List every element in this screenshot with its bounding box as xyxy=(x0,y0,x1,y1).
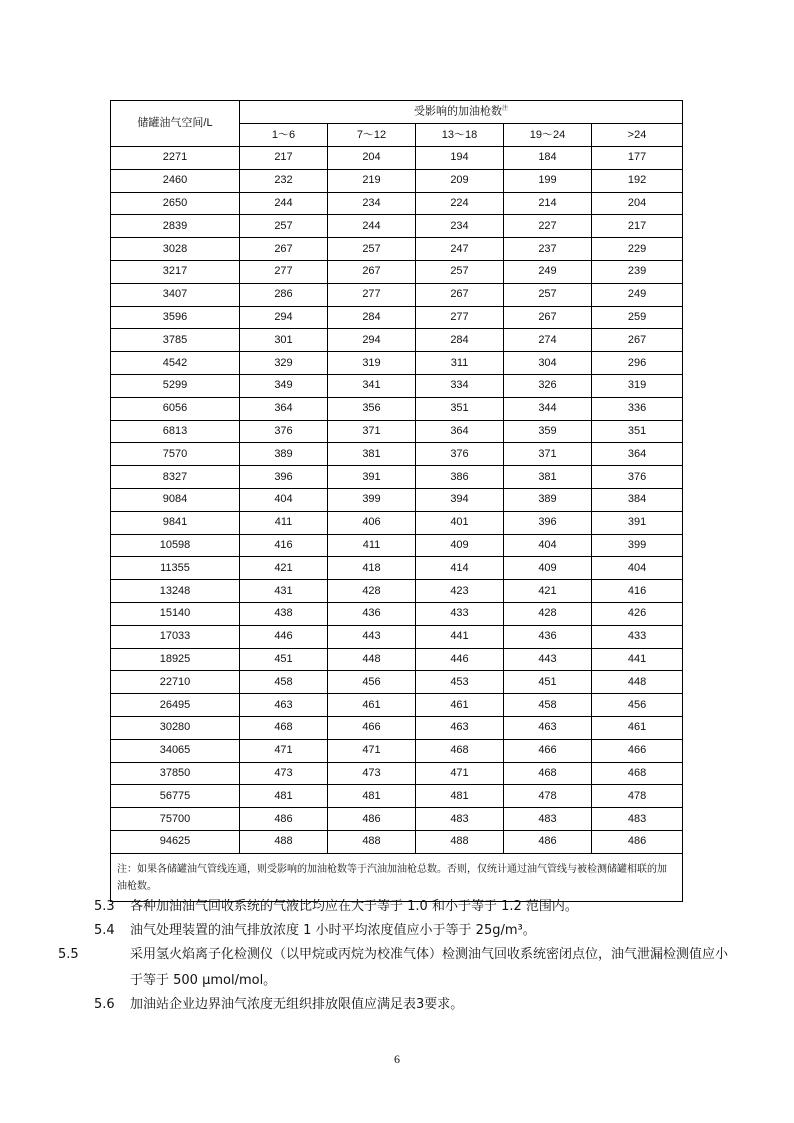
table-row xyxy=(111,397,683,420)
table-row xyxy=(111,648,683,671)
table-cell: 319 xyxy=(592,374,683,397)
table-cell: 441 xyxy=(416,625,504,648)
table-cell: 463 xyxy=(240,694,328,717)
table-cell: 404 xyxy=(592,557,683,580)
table-cell: 428 xyxy=(504,602,592,625)
table-row xyxy=(111,580,683,603)
table-cell: 204 xyxy=(592,192,683,215)
row-header-cell: 37850 xyxy=(111,762,240,785)
row-header-cell: 10598 xyxy=(111,534,240,557)
table-cell: 401 xyxy=(416,511,504,534)
row-header-cell: 6056 xyxy=(111,397,240,420)
table-cell: 451 xyxy=(240,648,328,671)
table-cell: 344 xyxy=(504,397,592,420)
table-cell: 284 xyxy=(416,329,504,352)
table-cell: 461 xyxy=(328,694,416,717)
table-row xyxy=(111,466,683,489)
table-cell: 473 xyxy=(328,762,416,785)
table-cell: 371 xyxy=(328,420,416,443)
table-cell: 376 xyxy=(592,466,683,489)
row-header-cell: 13248 xyxy=(111,580,240,603)
table-row xyxy=(111,306,683,329)
table-cell: 404 xyxy=(504,534,592,557)
table-cell: 351 xyxy=(416,397,504,420)
table-row xyxy=(111,192,683,215)
row-header-cell: 18925 xyxy=(111,648,240,671)
table-cell: 461 xyxy=(592,716,683,739)
table-cell: 396 xyxy=(240,466,328,489)
table-cell: 481 xyxy=(328,785,416,808)
table-cell: 448 xyxy=(328,648,416,671)
table-cell: 219 xyxy=(328,169,416,192)
table-cell: 463 xyxy=(504,716,592,739)
table-cell: 389 xyxy=(504,488,592,511)
table-cell: 217 xyxy=(240,147,328,170)
table-cell: 277 xyxy=(416,306,504,329)
table-cell: 257 xyxy=(240,215,328,238)
row-header-cell: 2839 xyxy=(111,215,240,238)
table-cell: 421 xyxy=(504,580,592,603)
table-cell: 396 xyxy=(504,511,592,534)
table-cell: 304 xyxy=(504,352,592,375)
table-cell: 456 xyxy=(328,671,416,694)
table-cell: 277 xyxy=(328,283,416,306)
table-cell: 448 xyxy=(592,671,683,694)
table-cell: 364 xyxy=(240,397,328,420)
table-cell: 351 xyxy=(592,420,683,443)
table-cell: 456 xyxy=(592,694,683,717)
table-cell: 458 xyxy=(504,694,592,717)
table-cell: 274 xyxy=(504,329,592,352)
table-cell: 404 xyxy=(240,488,328,511)
row-header-cell: 8327 xyxy=(111,466,240,489)
row-header-cell: 2460 xyxy=(111,169,240,192)
table-body xyxy=(111,147,683,854)
table-cell: 458 xyxy=(240,671,328,694)
paragraph-number: 5.5 xyxy=(58,947,79,962)
table-cell: 481 xyxy=(240,785,328,808)
table-row xyxy=(111,488,683,511)
table-cell: 391 xyxy=(328,466,416,489)
table-cell: 486 xyxy=(328,808,416,831)
table-cell: 384 xyxy=(592,488,683,511)
column-header: 7～12 xyxy=(328,124,416,147)
table-cell: 232 xyxy=(240,169,328,192)
row-header-cell: 7570 xyxy=(111,443,240,466)
table-cell: 423 xyxy=(416,580,504,603)
paragraph-number: 5.4 xyxy=(94,923,115,938)
table-row xyxy=(111,374,683,397)
table-cell: 349 xyxy=(240,374,328,397)
row-header-cell: 9841 xyxy=(111,511,240,534)
table-cell: 438 xyxy=(240,602,328,625)
table-cell: 433 xyxy=(592,625,683,648)
table-cell: 204 xyxy=(328,147,416,170)
table-row xyxy=(111,808,683,831)
table-cell: 486 xyxy=(240,808,328,831)
table-cell: 436 xyxy=(504,625,592,648)
table-cell: 311 xyxy=(416,352,504,375)
table-cell: 431 xyxy=(240,580,328,603)
table-cell: 453 xyxy=(416,671,504,694)
table-cell: 428 xyxy=(328,580,416,603)
table-cell: 277 xyxy=(240,260,328,283)
table-row xyxy=(111,762,683,785)
table-cell: 214 xyxy=(504,192,592,215)
table-cell: 441 xyxy=(592,648,683,671)
paragraph-text: 加油站企业边界油气浓度无组织排放限值应满足表3要求。 xyxy=(130,997,464,1012)
table-cell: 443 xyxy=(328,625,416,648)
table-cell: 461 xyxy=(416,694,504,717)
corner-header: 储罐油气空间/L xyxy=(111,101,240,147)
table-cell: 488 xyxy=(328,830,416,853)
table-cell: 409 xyxy=(416,534,504,557)
table-cell: 192 xyxy=(592,169,683,192)
table-cell: 244 xyxy=(328,215,416,238)
table-cell: 389 xyxy=(240,443,328,466)
emission-table xyxy=(110,100,683,902)
table-cell: 184 xyxy=(504,147,592,170)
table-row xyxy=(111,283,683,306)
table-cell: 391 xyxy=(592,511,683,534)
table-cell: 399 xyxy=(328,488,416,511)
row-header-cell: 15140 xyxy=(111,602,240,625)
column-header: 13～18 xyxy=(416,124,504,147)
table-cell: 381 xyxy=(504,466,592,489)
row-header-cell: 3028 xyxy=(111,238,240,261)
table-cell: 468 xyxy=(592,762,683,785)
table-cell: 371 xyxy=(504,443,592,466)
table-note: 注：如果各储罐油气管线连通，则受影响的加油枪数等于汽油加油枪总数。否则，仅统计通过油气管线与被检测储罐相联的加油枪数。 xyxy=(111,853,683,901)
table-cell: 488 xyxy=(240,830,328,853)
table-cell: 326 xyxy=(504,374,592,397)
table-cell: 267 xyxy=(592,329,683,352)
table-cell: 481 xyxy=(416,785,504,808)
table-cell: 364 xyxy=(416,420,504,443)
table-row xyxy=(111,215,683,238)
table-cell: 468 xyxy=(504,762,592,785)
table-cell: 486 xyxy=(592,830,683,853)
table-cell: 267 xyxy=(416,283,504,306)
table-cell: 177 xyxy=(592,147,683,170)
table-cell: 483 xyxy=(592,808,683,831)
table-cell: 466 xyxy=(328,716,416,739)
table-row xyxy=(111,739,683,762)
row-header-cell: 4542 xyxy=(111,352,240,375)
table-cell: 294 xyxy=(328,329,416,352)
table-row xyxy=(111,238,683,261)
table-cell: 473 xyxy=(240,762,328,785)
table-cell: 217 xyxy=(592,215,683,238)
table-cell: 257 xyxy=(328,238,416,261)
table-row xyxy=(111,169,683,192)
table-cell: 286 xyxy=(240,283,328,306)
row-header-cell: 9084 xyxy=(111,488,240,511)
table-row xyxy=(111,147,683,170)
row-header-cell: 5299 xyxy=(111,374,240,397)
table-cell: 244 xyxy=(240,192,328,215)
table-cell: 421 xyxy=(240,557,328,580)
table-row xyxy=(111,830,683,853)
row-header-cell: 22710 xyxy=(111,671,240,694)
table-row xyxy=(111,625,683,648)
table-cell: 436 xyxy=(328,602,416,625)
table-cell: 418 xyxy=(328,557,416,580)
row-header-cell: 3217 xyxy=(111,260,240,283)
table-cell: 446 xyxy=(240,625,328,648)
row-header-cell: 3785 xyxy=(111,329,240,352)
table-cell: 414 xyxy=(416,557,504,580)
column-header: 19～24 xyxy=(504,124,592,147)
table-cell: 356 xyxy=(328,397,416,420)
row-header-cell: 2271 xyxy=(111,147,240,170)
table-cell: 478 xyxy=(592,785,683,808)
row-header-cell: 6813 xyxy=(111,420,240,443)
table-cell: 249 xyxy=(504,260,592,283)
table-cell: 209 xyxy=(416,169,504,192)
table-cell: 411 xyxy=(328,534,416,557)
group-header xyxy=(240,101,683,124)
paragraph-number: 5.3 xyxy=(94,899,115,914)
table-cell: 406 xyxy=(328,511,416,534)
table-row xyxy=(111,671,683,694)
table-cell: 488 xyxy=(416,830,504,853)
table-cell: 411 xyxy=(240,511,328,534)
table-cell: 386 xyxy=(416,466,504,489)
column-header: >24 xyxy=(592,124,683,147)
table-cell: 294 xyxy=(240,306,328,329)
table-cell: 284 xyxy=(328,306,416,329)
table-cell: 224 xyxy=(416,192,504,215)
table-cell: 376 xyxy=(416,443,504,466)
table-cell: 416 xyxy=(592,580,683,603)
paragraph-5-5 xyxy=(58,942,740,994)
table-cell: 468 xyxy=(240,716,328,739)
table-cell: 249 xyxy=(592,283,683,306)
row-header-cell: 17033 xyxy=(111,625,240,648)
paragraph-5-6 xyxy=(94,992,704,1018)
table-cell: 468 xyxy=(416,739,504,762)
table-cell: 471 xyxy=(240,739,328,762)
table-cell: 399 xyxy=(592,534,683,557)
table-cell: 227 xyxy=(504,215,592,238)
table-cell: 394 xyxy=(416,488,504,511)
table-cell: 341 xyxy=(328,374,416,397)
page-number: 6 xyxy=(394,1052,400,1066)
table-cell: 463 xyxy=(416,716,504,739)
table-cell: 359 xyxy=(504,420,592,443)
table-cell: 329 xyxy=(240,352,328,375)
row-header-cell: 94625 xyxy=(111,830,240,853)
table-cell: 259 xyxy=(592,306,683,329)
group-header-text: 受影响的加油枪数 xyxy=(414,105,502,118)
paragraph-number: 5.6 xyxy=(94,997,115,1012)
table-row xyxy=(111,785,683,808)
table-cell: 483 xyxy=(504,808,592,831)
paragraph-text: 采用氢火焰离子化检测仪（以甲烷或丙烷为校准气体）检测油气回收系统密闭点位，油气泄漏检测值应小于等于 500 μmol/mol。 xyxy=(130,947,729,988)
paragraph-5-4 xyxy=(94,918,704,944)
table-row xyxy=(111,694,683,717)
table-cell: 364 xyxy=(592,443,683,466)
row-header-cell: 75700 xyxy=(111,808,240,831)
table-row xyxy=(111,511,683,534)
table-cell: 446 xyxy=(416,648,504,671)
row-header-cell: 34065 xyxy=(111,739,240,762)
table-cell: 267 xyxy=(240,238,328,261)
table-cell: 451 xyxy=(504,671,592,694)
note-marker: 注 xyxy=(502,106,509,113)
table-row xyxy=(111,329,683,352)
table-cell: 486 xyxy=(504,830,592,853)
row-header-cell: 2650 xyxy=(111,192,240,215)
paragraph-text: 各种加油油气回收系统的气液比均应在大于等于 1.0 和小于等于 1.2 范围内。 xyxy=(130,899,578,914)
table-cell: 483 xyxy=(416,808,504,831)
row-header-cell: 26495 xyxy=(111,694,240,717)
table-cell: 433 xyxy=(416,602,504,625)
table-cell: 234 xyxy=(416,215,504,238)
table-cell: 376 xyxy=(240,420,328,443)
table-cell: 443 xyxy=(504,648,592,671)
table-cell: 267 xyxy=(504,306,592,329)
table-row xyxy=(111,716,683,739)
table-cell: 247 xyxy=(416,238,504,261)
table-row xyxy=(111,260,683,283)
paragraph-text: 油气处理装置的油气排放浓度 1 小时平均浓度值应小于等于 25g/m³。 xyxy=(130,923,536,938)
row-header-cell: 3596 xyxy=(111,306,240,329)
table-cell: 409 xyxy=(504,557,592,580)
table-cell: 237 xyxy=(504,238,592,261)
table-cell: 239 xyxy=(592,260,683,283)
table-cell: 336 xyxy=(592,397,683,420)
table-cell: 194 xyxy=(416,147,504,170)
row-header-cell: 30280 xyxy=(111,716,240,739)
table-cell: 296 xyxy=(592,352,683,375)
row-header-cell: 56775 xyxy=(111,785,240,808)
table-row xyxy=(111,534,683,557)
table-cell: 416 xyxy=(240,534,328,557)
table-cell: 471 xyxy=(416,762,504,785)
table-cell: 234 xyxy=(328,192,416,215)
table-cell: 381 xyxy=(328,443,416,466)
table-row xyxy=(111,352,683,375)
table-cell: 229 xyxy=(592,238,683,261)
table-cell: 199 xyxy=(504,169,592,192)
table-cell: 478 xyxy=(504,785,592,808)
table-cell: 466 xyxy=(592,739,683,762)
table-cell: 471 xyxy=(328,739,416,762)
table-cell: 257 xyxy=(504,283,592,306)
row-header-cell: 11355 xyxy=(111,557,240,580)
table-cell: 334 xyxy=(416,374,504,397)
row-header-cell: 3407 xyxy=(111,283,240,306)
column-header: 1～6 xyxy=(240,124,328,147)
table-row xyxy=(111,443,683,466)
table-cell: 466 xyxy=(504,739,592,762)
table-cell: 426 xyxy=(592,602,683,625)
table-cell: 301 xyxy=(240,329,328,352)
table-cell: 257 xyxy=(416,260,504,283)
table-row xyxy=(111,557,683,580)
paragraph-5-3 xyxy=(94,894,704,920)
table-row xyxy=(111,420,683,443)
table-cell: 267 xyxy=(328,260,416,283)
table-row xyxy=(111,602,683,625)
table-cell: 319 xyxy=(328,352,416,375)
